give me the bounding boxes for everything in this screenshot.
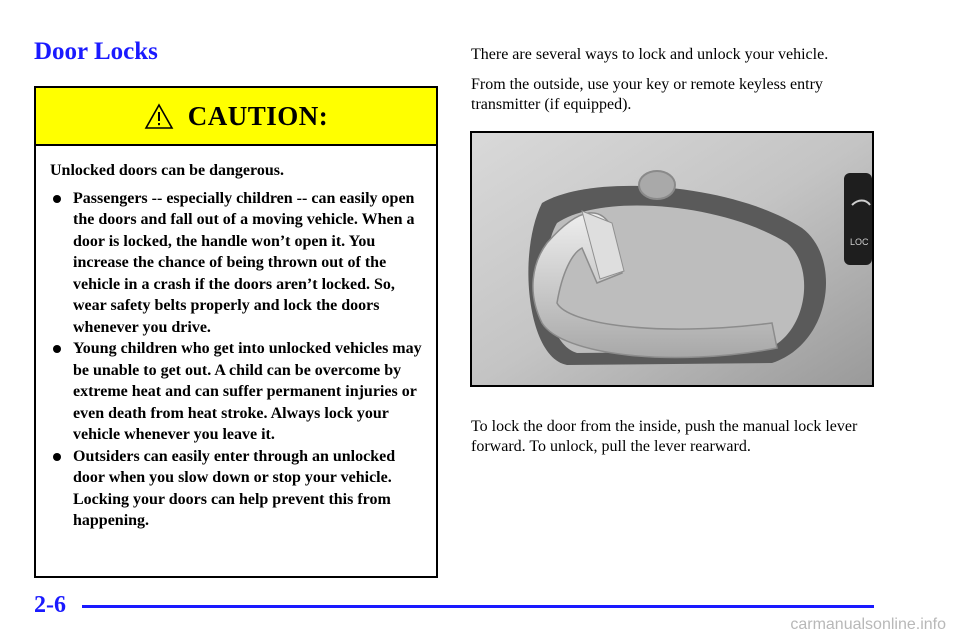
caution-bullet — [50, 446, 422, 532]
caution-bullet — [50, 188, 422, 339]
caution-header — [36, 88, 436, 146]
lock-switch-label: LOC — [850, 237, 869, 247]
caution-box — [34, 86, 438, 578]
caution-bullet-list — [50, 188, 422, 532]
caution-bullet-text: Young children who get into unlocked vehicles may be unable to get out. A child can be overcome by extreme heat and can suffer permanent injuries or even death from heat stroke. Always lock your vehicle whenever you leave it. — [73, 340, 422, 443]
page-title: Door Locks — [34, 38, 158, 65]
caution-intro: Unlocked doors can be dangerous. — [50, 162, 284, 179]
bullet-dot-icon — [53, 345, 61, 353]
door-handle-photo — [470, 131, 874, 387]
warning-triangle-icon — [144, 103, 174, 130]
watermark: carmanualsonline.info — [790, 616, 946, 633]
caution-bullet — [50, 338, 422, 446]
page-number: 2-6 — [34, 592, 66, 618]
caution-label: CAUTION: — [187, 100, 329, 131]
bullet-dot-icon — [53, 195, 61, 203]
footer-rule — [82, 605, 874, 608]
caution-bullet-text: Outsiders can easily enter through an unlocked door when you slow down or stop your vehicle. Locking your doors can help prevent this from happening. — [73, 447, 396, 529]
inside-lock-paragraph: To lock the door from the inside, push the manual lock lever forward. To unlock, pull the lever rearward. — [471, 418, 858, 455]
outside-paragraph: From the outside, use your key or remote keyless entry transmitter (if equipped). — [471, 76, 823, 113]
intro-paragraph: There are several ways to lock and unlock your vehicle. — [471, 46, 829, 63]
caution-bullet-text: Passengers -- especially children -- can easily open the doors and fall out of a moving vehicle. When a door is locked, the handle won’t open it. You increase the chance of being thrown out of the vehicle in a crash if the doors aren’t locked. So, wear safety belts properly and lock the doors whenever you drive. — [73, 189, 415, 336]
bullet-dot-icon — [53, 453, 61, 461]
caution-body — [36, 146, 436, 532]
